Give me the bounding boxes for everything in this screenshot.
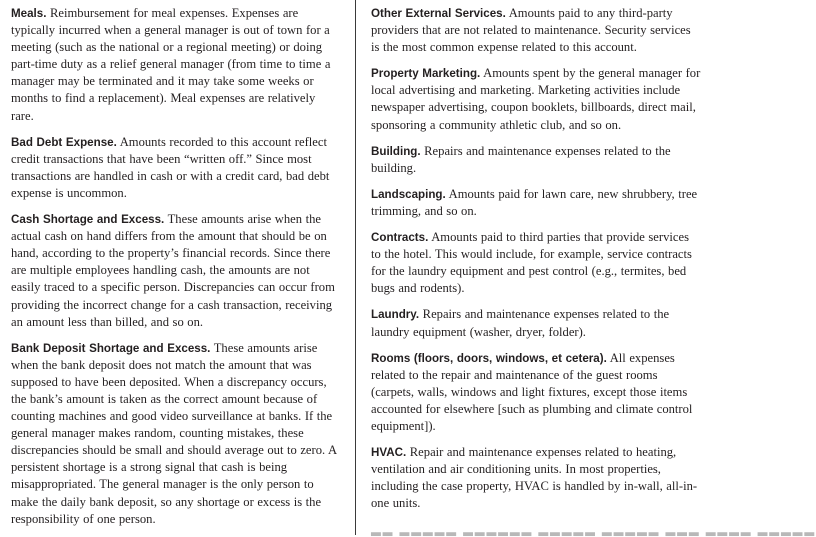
entry-term: Meals. [11,7,47,20]
right-column [371,0,701,521]
left-column [11,0,341,537]
entry-text: These amounts arise when the bank deposit does not match the amount that was supposed to have been deposited. When a discrepancy occurs, the bank’s amount is taken as the correct amount because of counting machines and good video surveillance at banks. If the general manager makes random, counting mistakes, these discrepancies should be small and should average out to zero. A persistent shortage is a strong signal that cash is being misappropriated. The general manager is the only person to make the daily bank deposit, so any shortage or excess is the responsibility of one person. [11,340,337,526]
entry-text: Reimbursement for meal expenses. Expenses are typically incurred when a general manager is out of town for a meeting (such as the national or a regional meeting) or doing part-time duty as a relief general manager (from time to time a manager may be terminated and it may take some weeks or months to find a replacement). Meal expenses are relatively rare. [11,6,331,123]
entry-term: Landscaping. [371,187,446,201]
entry-contracts [371,229,701,297]
entry-bank-deposit-shortage-and-excess [11,340,341,528]
column-divider [355,0,356,535]
entry-text: Amounts paid to any third-party providers that are not related to maintenance. Security services is the most common expense related to this account. [371,6,691,55]
entry-term: Bank Deposit Shortage and Excess. [11,341,211,355]
entry-term: HVAC. [371,446,407,460]
entry-term: Laundry. [371,308,420,322]
entry-text: Amounts paid for lawn care, new shrubbery, tree trimming, and so on. [371,186,698,218]
entry-text: Amounts paid to third parties that provide services to the hotel. This would include, for example, service contracts for the laundry equipment and pest control (e.g., termites, bed bugs and rodents). [371,230,692,296]
entry-term: Bad Debt Expense. [11,135,117,149]
entry-term: Property Marketing. [371,67,481,81]
entry-building [371,143,701,177]
entry-text: Amounts recorded to this account reflect credit transactions that have been “written off.” Since most transactions are handled in cash or with a credit card, bad debt expense is uncommon. [11,134,330,200]
entry-text: Repair and maintenance expenses related to heating, ventilation and air conditioning units. In most properties, including the case property, HVAC is handled by in-wall, all-in-one units. [371,445,698,511]
entry-text: Repairs and maintenance expenses related to the building. [371,143,671,175]
entry-rooms [371,350,701,435]
entry-term: Contracts. [371,231,429,245]
entry-other-external-services [371,5,701,56]
entry-term: Rooms (floors, doors, windows, et cetera). [371,351,607,365]
entry-cash-shortage-and-excess [11,211,341,331]
entry-term: Other External Services. [371,7,506,20]
entry-landscaping [371,186,701,220]
entry-text: These amounts arise when the actual cash on hand differs from the amount that should be on hand, according to the property’s financial records. Since there are multiple employees handling cash, the amounts are not easily traced to a specific person. Discrepancies can occur from providing the incorrect change for a cash transaction, receiving an amount less than billed, and so on. [11,212,335,329]
entry-bad-debt-expense [11,134,341,202]
cut-off-next-line: ▂▂ ▂▂▂▂▂ ▂▂▂▂▂▂ ▂▂▂▂▂ ▂▂▂▂▂ ▂▂▂ ▂▂▂▂ ▂▂▂▂▂ [371,522,816,536]
entry-term: Building. [371,144,421,158]
entry-text: All expenses related to the repair and maintenance of the guest rooms (carpets, walls, windows and light fixtures, except those items accounted for elsewhere [such as plumbing and climate control equipment]). [371,350,693,433]
entry-text: Amounts spent by the general manager for local advertising and marketing. Marketing activities include newspaper advertising, coupon booklets, billboards, direct mail, sponsoring a community athletic club, and so on. [371,66,701,132]
entry-hvac [371,444,701,512]
entry-text: Repairs and maintenance expenses related to the laundry equipment (washer, dryer, folder). [371,307,670,339]
entry-laundry [371,306,701,340]
entry-property-marketing [371,65,701,133]
entry-term: Cash Shortage and Excess. [11,213,165,227]
entry-meals [11,5,341,125]
